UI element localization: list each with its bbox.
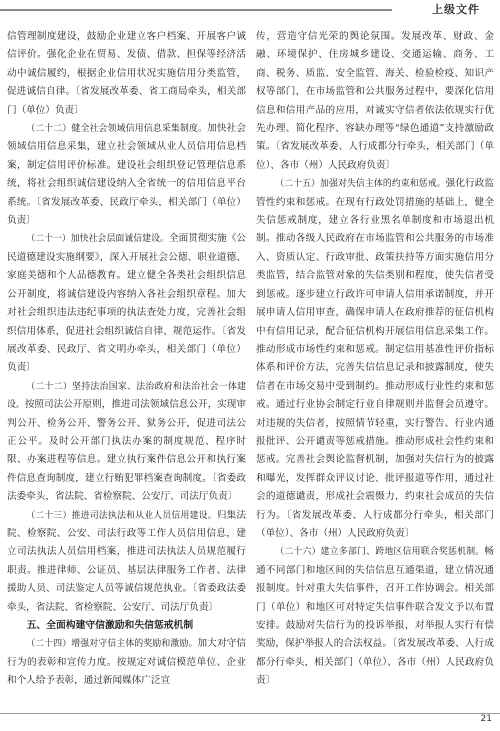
paragraph: 传，营造守信光荣的舆论氛围。发展改革、财政、金融、环境保护、住房城乡建设、交通运输、商务、工商、税务、质监、安全监管、海关、检验检疫、知识产权等部门，在市场监管和公共服务过程中，要深化信用信息和信用产品的应用，对诚实守信者依法依规实行优先办理、简化程序、容缺办理等“绿色通道”支持激励政策。〔省发展改革委、人行成都分行牵头，相关部门（单位）、各市（州）人民政府负责〕 bbox=[256, 31, 494, 171]
subsection-heading: （二十一）加快社会层面诚信建设。 bbox=[26, 234, 169, 245]
paragraph-body: 归集法院、检察院、公安、司法行政等工作人员信用信息，建立司法执法人员信用档案，推进司法执法人员规范履行职责。推进律师、公证员、基层法律服务工作者、法律援助人员、司法鉴定人员等诚信规范执业。〔省委政法委牵头，省法院、省检察院、公安厅、司法厅负责〕 bbox=[7, 509, 246, 613]
subsection-heading: （二十三）推进司法执法和从业人员信用建设。 bbox=[26, 510, 217, 521]
paragraph bbox=[256, 175, 494, 543]
paragraph-body: 加大对守信行为的表彰和宣传力度。按规定对诚信模范单位、企业和个人给予表彰，通过新闻媒体广泛宣 bbox=[7, 638, 246, 687]
paragraph bbox=[7, 120, 246, 230]
paragraph bbox=[7, 635, 246, 690]
subsection-heading: （二十二）健全社会领域信用信息采集制度。 bbox=[26, 124, 208, 135]
subsection-heading: （二十六）建立多部门、跨地区信用联合奖惩机制。 bbox=[275, 547, 485, 558]
paragraph-body: 按照司法公开原则，推进司法领域信息公开，实现审判公开、检务公开、警务公开、狱务公开，促进司法公正公平。及时公开部门执法办案的制度规范、程序时限、办案进程等信息。建立执行案件信息公开和执行案件信息查询制度，建立行贿犯罪档案查询制度。〔省委政法委牵头，省法院、省检察院、公安厅、司法厅负责〕 bbox=[7, 399, 246, 503]
section-header-title: 上级文件 bbox=[432, 3, 480, 16]
page-header bbox=[0, 0, 500, 24]
page-number: 21 bbox=[480, 714, 492, 724]
right-text-column bbox=[256, 28, 494, 708]
paragraph bbox=[7, 378, 246, 507]
subsection-heading: （二十四）增强对守信主体的奖励和激励。 bbox=[26, 639, 198, 650]
paragraph-body: 强化行政监管性约束和惩戒。在现有行政处罚措施的基础上，健全失信惩戒制度，建立各行业黑名单制度和市场退出机制。推动各级人民政府在市场监管和公共服务的市场准入、资质认定、行政审批、政策扶持等方面实施信用分类监管，结合监管对象的失信类别和程度，使失信者受到惩戒。逐步建立行政许可申请人信用承诺制度，并开展申请人信用审查，确保申请人在政府推荐的征信机构中有信用记录，配合征信机构开展信用信息采集工作。推动形成市场性约束和惩戒。制定信用基准性评价指标体系和评价方法，完善失信信息记录和披露制度，使失信者在市场交易中受到制约。推动形成行业性约束和惩戒。通过行业协会制定行业自律规则并监督会员遵守。对违规的失信者，按照情节轻重，实行警告、行业内通报批评、公开谴责等惩戒措施。推动形成社会性约束和惩戒。完善社会舆论监督机制，加强对失信行为的披露和曝光，发挥群众评议讨论、批评报道等作用，通过社会的道德谴责，形成社会震慑力，约束社会成员的失信行为。〔省发展改革委、人行成都分行牵头，相关部门（单位）、各市（州）人民政府负责〕 bbox=[256, 178, 494, 539]
paragraph bbox=[7, 507, 246, 617]
paragraph-body: 全面贯彻实施《公民道德建设实施纲要》，深入开展社会公德、职业道德、家庭美德和个人品德教育。建立健全各类社会组织信息公开制度，将诚信建设内容纳入各社会组织章程。加大对社会组织违法违纪事项的执法查处力度，完善社会组织信用体系，促进社会组织诚信自律、规范运作。〔省发展改革委、民政厅、省文明办牵头，相关部门（单位）负责〕 bbox=[7, 233, 246, 374]
footer-rule bbox=[0, 713, 500, 714]
subsection-heading: （二十二）坚持法治国家、法治政府和法治社会一体建设。 bbox=[7, 381, 246, 411]
paragraph-body: 畅通不同部门和地区间的失信信息互通渠道，建立情况通报制度。针对重大失信事件，召开工作协调会。相关部门（单位）和地区可对特定失信事件联合发文予以布置安排。鼓励对失信行为的投诉举报，对举报人实行有偿奖励，保护举报人的合法权益。〔省发展改革委、人行成都分行牵头，相关部门（单位）、各市（州）人民政府负责〕 bbox=[256, 546, 494, 687]
paragraph bbox=[7, 230, 246, 377]
paragraph-body: 加快社会领域信用信息采集，建立社会领域从业人员信用信息档案，制定信用评价标准。建设社会组织登记管理信息系统，将社会组织诚信建设纳入全省统一的信用信息平台系统。〔省发展改革委、民政厅牵头，相关部门（单位）负责〕 bbox=[7, 123, 246, 227]
paragraph bbox=[256, 543, 494, 690]
section-heading: 五、全面构建守信激励和失信惩戒机制 bbox=[26, 620, 194, 631]
left-text-column bbox=[7, 28, 246, 708]
subsection-heading: （二十五）加强对失信主体的约束和惩戒。 bbox=[275, 179, 446, 190]
paragraph: 信管理制度建设，鼓励企业建立客户档案、开展客户诚信评价。强化企业在贸易、发债、借款、担保等经济活动中诚信履约，根据企业信用状况实施信用分类监管，促进诚信自律。〔省发展改革委、省工商局牵头，相关部门（单位）负责〕 bbox=[7, 31, 246, 116]
